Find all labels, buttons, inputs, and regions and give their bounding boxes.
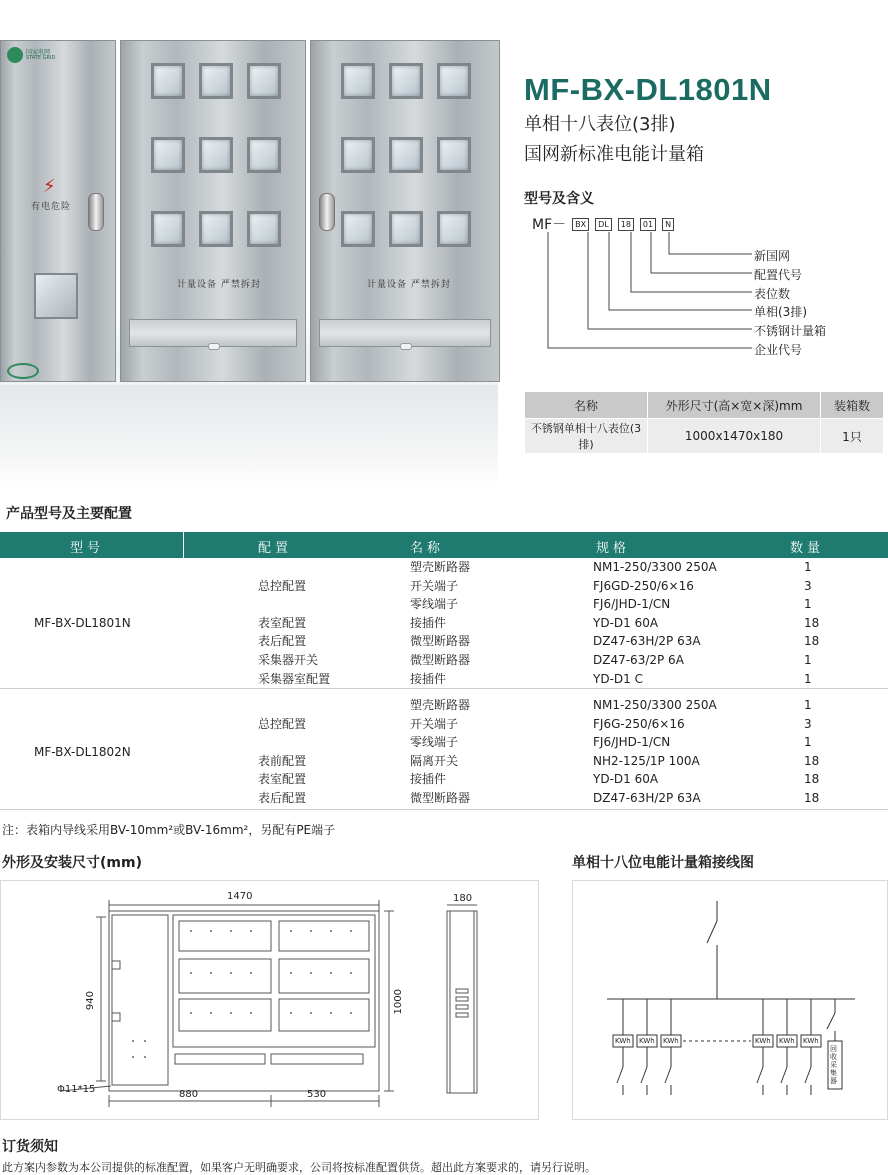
code-box-18: 18 <box>618 218 634 231</box>
qty-cell: 3 <box>804 578 812 593</box>
config-cell: 总控配置 <box>258 716 307 731</box>
meter-window <box>341 137 375 173</box>
dim-left-span: 880 <box>179 1089 199 1100</box>
switch-plate <box>129 319 297 347</box>
state-grid-logo-icon <box>7 47 23 63</box>
spec-cell: FJ6/JHD-1/CN <box>593 597 671 612</box>
meter-window <box>389 211 423 247</box>
spec-header-qty: 装箱数 <box>821 392 884 419</box>
qty-cell: 1 <box>804 597 812 612</box>
meter-window <box>199 211 233 247</box>
config-header-model: 型号 <box>70 541 105 556</box>
warning-text: 有电危险 <box>31 202 72 212</box>
spec-cell-qty: 1只 <box>821 419 884 454</box>
meter-window <box>247 211 281 247</box>
cabinet-middle-door <box>120 40 306 382</box>
brand-sub: STATE GRID <box>26 55 56 61</box>
qty-cell: 18 <box>804 615 820 630</box>
config-cell: 表室配置 <box>258 772 307 787</box>
spec-header-name: 名称 <box>525 392 648 419</box>
name-cell: 微型断路器 <box>410 634 471 649</box>
qty-cell: 1 <box>804 671 812 686</box>
meter-window <box>151 137 185 173</box>
table-bottom-line <box>0 809 888 810</box>
qty-cell: 18 <box>804 791 820 805</box>
name-cell: 微型断路器 <box>410 791 471 805</box>
qty-cell: 3 <box>804 716 812 731</box>
config-cell: 总控配置 <box>258 578 307 593</box>
decode-label-new-grid: 新国网 <box>754 249 791 263</box>
wiring-title: 单相十八位电能计量箱接线图 <box>572 855 754 871</box>
qty-cell: 1 <box>804 735 812 750</box>
meter-window <box>341 63 375 99</box>
code-box-n: N <box>662 218 674 231</box>
meter-label: KWh <box>755 1037 771 1045</box>
dim-inner-height: 940 <box>85 991 96 1011</box>
lightning-warning-icon: ⚡ <box>43 176 56 197</box>
config-cell: 表后配置 <box>258 791 307 805</box>
decode-label-stainless: 不锈钢计量箱 <box>754 324 827 338</box>
logo-stamp-icon <box>7 363 39 379</box>
name-cell: 接插件 <box>410 671 447 686</box>
config-title: 产品型号及主要配置 <box>6 506 132 522</box>
config-header-config: 配置 <box>258 541 293 556</box>
qty-cell: 1 <box>804 560 812 574</box>
meter-window <box>437 63 471 99</box>
spec-table <box>524 391 884 454</box>
name-cell: 零线端子 <box>410 735 459 750</box>
meter-window <box>199 63 233 99</box>
meter-label: KWh <box>779 1037 795 1045</box>
spec-cell: NH2-125/1P 100A <box>593 753 700 768</box>
spec-cell: DZ47-63/2P 6A <box>593 653 684 667</box>
dim-width: 1470 <box>227 891 253 902</box>
header-divider <box>183 532 184 558</box>
floor-reflection <box>0 385 498 485</box>
config-header-qty: 数量 <box>790 541 825 556</box>
decode-label-config: 配置代号 <box>754 268 803 282</box>
name-cell: 接插件 <box>410 615 447 630</box>
dimension-drawing <box>0 880 539 1120</box>
dim-right-span: 530 <box>307 1089 327 1100</box>
name-cell: 接插件 <box>410 772 447 787</box>
meter-window <box>199 137 233 173</box>
code-box-bx: BX <box>572 218 589 231</box>
config-header-name: 名称 <box>410 541 445 556</box>
config-cell: 表前配置 <box>258 753 307 768</box>
qty-cell: 18 <box>804 634 820 649</box>
name-cell: 隔离开关 <box>410 753 459 768</box>
wiring-diagram <box>572 880 888 1120</box>
switch-plate <box>319 319 491 347</box>
qty-cell: 1 <box>804 653 812 667</box>
model-cell: MF-BX-DL1801N <box>34 615 131 630</box>
decode-leader-lines <box>530 228 760 358</box>
qty-cell: 18 <box>804 772 820 787</box>
spec-cell: YD-D1 60A <box>593 615 659 630</box>
meter-label: KWh <box>663 1037 679 1045</box>
name-cell: 塑壳断路器 <box>410 698 471 712</box>
name-cell: 塑壳断路器 <box>410 560 471 574</box>
subtitle-line-2: 国网新标准电能计量箱 <box>524 144 704 165</box>
collector-window <box>34 273 78 319</box>
spec-cell: FJ6/JHD-1/CN <box>593 735 671 750</box>
meter-window <box>151 211 185 247</box>
spec-cell: YD-D1 60A <box>593 772 659 787</box>
cabinet-left-door <box>0 40 116 382</box>
spec-cell: DZ47-63H/2P 63A <box>593 791 701 805</box>
qty-cell: 18 <box>804 753 820 768</box>
door-handle-icon <box>319 193 335 231</box>
spec-cell: FJ6GD-250/6×16 <box>593 578 694 593</box>
door-handle-icon <box>88 193 104 231</box>
config-cell: 表后配置 <box>258 634 307 649</box>
meter-label: KWh <box>803 1037 819 1045</box>
config-header-spec: 规格 <box>596 541 631 556</box>
model-cell: MF-BX-DL1802N <box>34 744 131 759</box>
spec-cell-name: 不锈钢单相十八表位(3排) <box>525 419 648 454</box>
seal-text: 计量设备 严禁拆封 <box>367 280 451 290</box>
order-title: 订货须知 <box>2 1139 58 1155</box>
config-cell: 采集器开关 <box>258 653 319 667</box>
decode-label-single-phase: 单相(3排) <box>754 305 807 319</box>
code-box-dl: DL <box>595 218 612 231</box>
dim-height: 1000 <box>393 989 404 1015</box>
name-cell: 开关端子 <box>410 716 459 731</box>
config-table-header <box>0 532 888 558</box>
meter-window <box>151 63 185 99</box>
collector-label: 回收采集器 <box>830 1045 837 1085</box>
cabinet-right-door <box>310 40 500 382</box>
name-cell: 零线端子 <box>410 597 459 612</box>
decode-title: 型号及含义 <box>524 191 594 207</box>
spec-cell: YD-D1 C <box>593 671 643 686</box>
spec-cell: NM1-250/3300 250A <box>593 560 717 574</box>
dim-depth: 180 <box>453 893 473 904</box>
name-cell: 开关端子 <box>410 578 459 593</box>
meter-window <box>389 63 423 99</box>
spec-header-size: 外形尺寸(高×宽×深)mm <box>648 392 821 419</box>
group-separator <box>0 688 888 689</box>
seal-text: 计量设备 严禁拆封 <box>177 280 261 290</box>
spec-cell-size: 1000x1470x180 <box>648 419 821 454</box>
meter-label: KWh <box>615 1037 631 1045</box>
drawing-title: 外形及安装尺寸(mm) <box>2 855 142 871</box>
name-cell: 微型断路器 <box>410 653 471 667</box>
code-box-01: 01 <box>640 218 656 231</box>
config-cell: 采集器室配置 <box>258 671 331 686</box>
model-title: MF-BX-DL1801N <box>524 72 772 107</box>
code-prefix: MF－ <box>532 217 567 233</box>
product-photo <box>0 40 498 490</box>
brand-text: 国家电网 <box>26 49 51 56</box>
spec-cell: NM1-250/3300 250A <box>593 698 717 712</box>
meter-window <box>247 137 281 173</box>
qty-cell: 1 <box>804 698 812 712</box>
decode-label-company: 企业代号 <box>754 343 803 357</box>
decode-label-positions: 表位数 <box>754 287 791 301</box>
config-cell: 表室配置 <box>258 615 307 630</box>
config-note: 注：表箱内导线采用BV-10mm²或BV-16mm²，另配有PE端子 <box>2 823 336 837</box>
meter-label: KWh <box>639 1037 655 1045</box>
meter-window <box>437 211 471 247</box>
meter-window <box>341 211 375 247</box>
meter-window <box>437 137 471 173</box>
order-text: 此方案内参数为本公司提供的标准配置，如果客户无明确要求，公司将按标准配置供货。超出此方案要求的，请另行说明。 <box>2 1161 596 1174</box>
dim-hole: Φ11*15 <box>57 1084 96 1095</box>
meter-window <box>247 63 281 99</box>
spec-cell: FJ6G-250/6×16 <box>593 716 685 731</box>
spec-cell: DZ47-63H/2P 63A <box>593 634 701 649</box>
subtitle-line-1: 单相十八表位(3排) <box>524 114 676 135</box>
meter-window <box>389 137 423 173</box>
